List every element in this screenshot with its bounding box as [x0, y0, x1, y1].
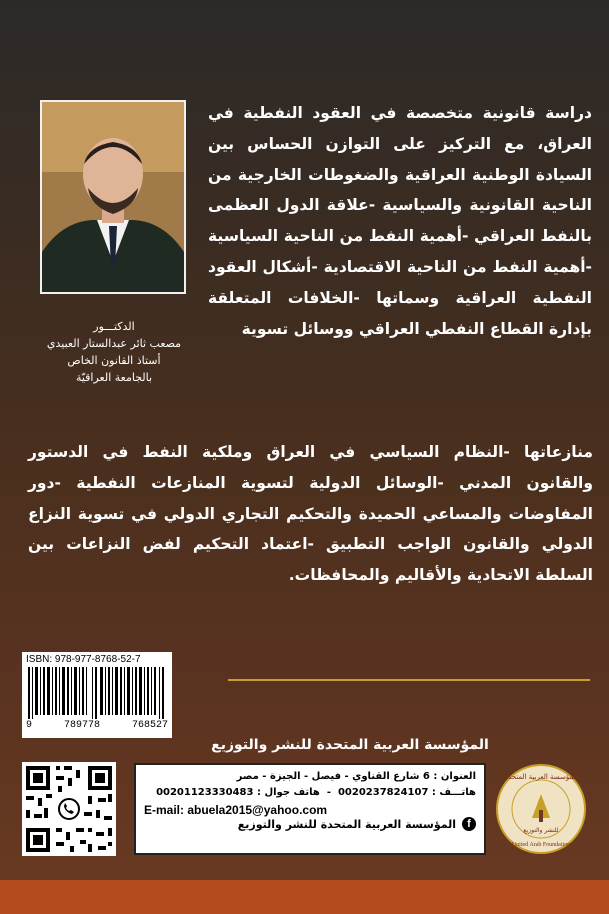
publisher-title: المؤسسة العربية المتحدة للنشر والتوزيع: [211, 737, 489, 753]
bottom-band: [0, 880, 609, 914]
phone-number: 0020237824107: [337, 787, 429, 798]
author-photo: [40, 100, 186, 294]
author-position: أستاذ القانون الخاص: [67, 354, 161, 367]
author-name: مصعب ثائر عبدالستار العبيدي: [46, 337, 182, 350]
mobile-number: 00201123330483: [156, 787, 254, 798]
isbn-label: ISBN: 978-977-8768-52-7: [26, 654, 141, 665]
book-description-upper: دراسة قانونية متخصصة في العقود النفطية في العراق، مع التركيز على التوازن الحساس بين السيادة الوطنية العراقية والضغوطات الخارجية من الناحية القانونية والسياسية -علاقة الدول العظمى بالنفط العراقي -أهمية النفط من الناحية السياسية -أهمية النفط من الناحية الاقتصادية -أشكال العقود النفطية العراقية وسماتها -الخلافات المتعلقة بإدارة القطاع النفطي العراقي ووسائل تسوية: [208, 104, 592, 338]
isbn-barcode: [22, 652, 172, 738]
book-description-lower: منازعاتها -النظام السياسي في العراق وملكية النفط في الدستور والقانون المدني -الوسائل الدولية لتسوية المنازعات النفطية -دور المفاوضات والمساعي الحميدة والتحكيم التجاري الدولي في تسوية النزاع الدولي والقانون الواجب التطبيق -اعتماد التحكيم لفض النزاعات بين السلطة الاتحادية والأقاليم والمحافظات.: [28, 443, 593, 585]
facebook-page-name: المؤسسة العربية المتحدة للنشر والتوزيع: [237, 817, 456, 831]
phone-label: هاتـــف :: [431, 787, 476, 798]
isbn-digit-lead: 9: [26, 720, 33, 731]
email-address: E-mail: abuela2015@yahoo.com: [144, 803, 328, 817]
author-info: [24, 318, 204, 386]
address: العنوان : 6 شارع القناوي - فيصل - الجيزة - مصر: [236, 771, 476, 782]
divider-line: [228, 679, 590, 681]
facebook-icon: f: [462, 817, 476, 831]
qr-code-icon: [22, 762, 116, 856]
publisher-logo: [496, 764, 586, 854]
isbn-digit-group2: 768527: [131, 720, 168, 731]
logo-english-text: United Arab Foundation: [511, 842, 571, 848]
facebook-row: [144, 817, 476, 831]
logo-sub-text: للنشر والتوزيع: [523, 827, 559, 834]
phone-row: هاتـــف : 0020237824107 - هاتف جوال : 00201123330483: [156, 787, 476, 798]
contact-info: [134, 763, 486, 855]
author-title: الدكتـــور: [93, 320, 135, 333]
mobile-label: هاتف جوال :: [256, 787, 320, 798]
author-university: بالجامعة العراقيّة: [75, 371, 153, 384]
barcode-icon: [26, 667, 166, 719]
isbn-digit-group1: 789778: [63, 720, 100, 731]
logo-arabic-text: المؤسسة العربية المتحدة: [504, 773, 578, 781]
